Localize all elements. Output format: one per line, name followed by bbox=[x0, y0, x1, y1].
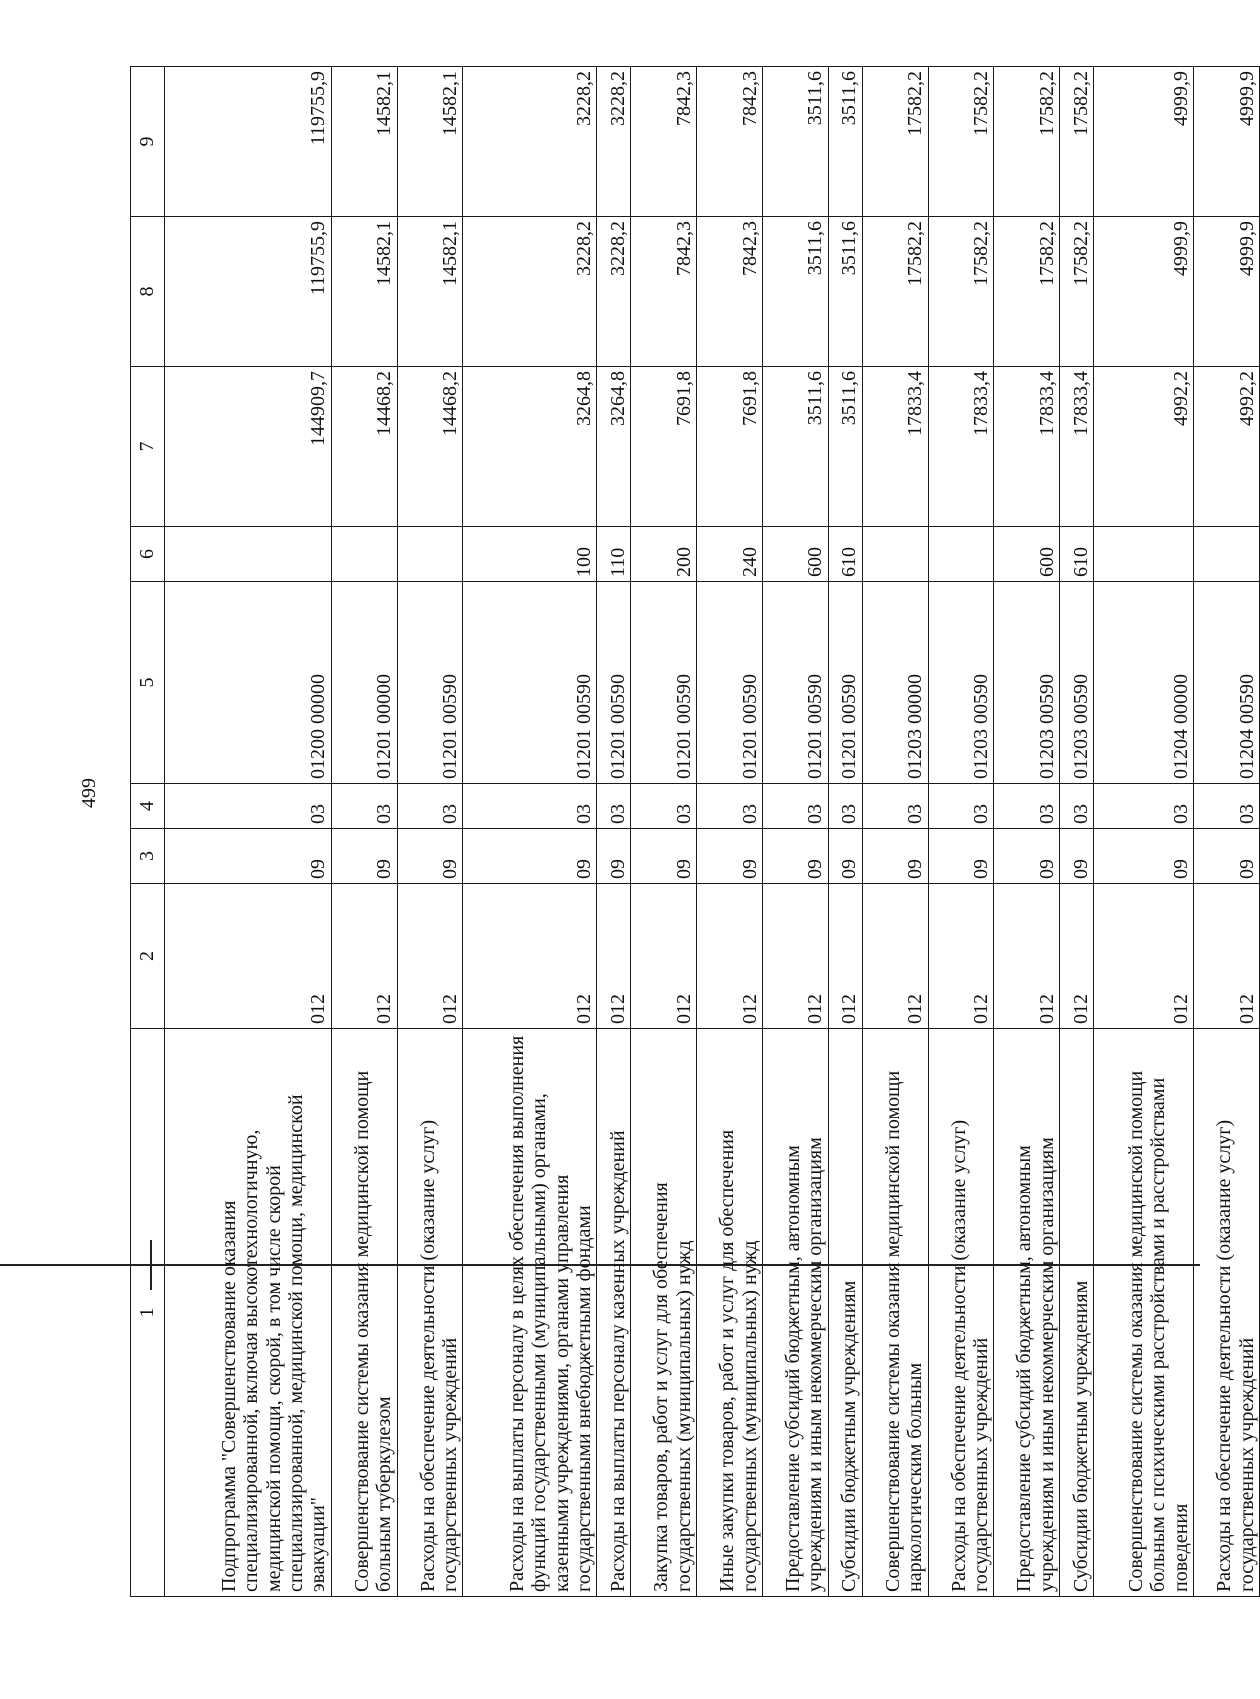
target-article-cell: 01200 00000 bbox=[165, 582, 332, 784]
table-row bbox=[331, 67, 397, 1597]
row-name-cell: Совершенствование системы оказания медицинской помощи наркологическим больным bbox=[862, 1029, 928, 1597]
subsection-code-cell: 03 bbox=[762, 784, 828, 829]
amount-col8-cell: 4999,9 bbox=[1194, 217, 1260, 367]
ministry-code-cell: 012 bbox=[165, 884, 332, 1029]
subsection-code-cell: 03 bbox=[597, 784, 631, 829]
row-name-cell: Иные закупки товаров, работ и услуг для обеспечения государственных (муниципальных) нужд bbox=[697, 1029, 763, 1597]
ministry-code-cell: 012 bbox=[697, 884, 763, 1029]
table-row bbox=[165, 67, 332, 1597]
expense-type-cell: 200 bbox=[631, 527, 697, 582]
amount-col9-cell: 14582,1 bbox=[397, 67, 463, 217]
row-name-cell: Совершенствование системы оказания медицинской помощи больным с психическими расстройствами и расстройствами поведения bbox=[1094, 1029, 1194, 1597]
amount-col9-cell: 4999,9 bbox=[1094, 67, 1194, 217]
expense-type-cell bbox=[165, 527, 332, 582]
ministry-code-cell: 012 bbox=[463, 884, 597, 1029]
table-row bbox=[397, 67, 463, 1597]
amount-col8-cell: 3511,6 bbox=[762, 217, 828, 367]
amount-col9-cell: 3511,6 bbox=[828, 67, 862, 217]
amount-col7-cell: 144909,7 bbox=[165, 367, 332, 527]
expense-type-cell: 240 bbox=[697, 527, 763, 582]
table-row bbox=[597, 67, 631, 1597]
column-header: 3 bbox=[131, 829, 165, 884]
target-article-cell: 01203 00000 bbox=[862, 582, 928, 784]
amount-col9-cell: 7842,3 bbox=[697, 67, 763, 217]
table-row bbox=[862, 67, 928, 1597]
section-code-cell: 09 bbox=[165, 829, 332, 884]
ministry-code-cell: 012 bbox=[828, 884, 862, 1029]
table-row bbox=[828, 67, 862, 1597]
ministry-code-cell: 012 bbox=[597, 884, 631, 1029]
row-name-cell: Расходы на обеспечение деятельности (оказание услуг) государственных учреждений bbox=[928, 1029, 994, 1597]
target-article-cell: 01204 00590 bbox=[1194, 582, 1260, 784]
row-name-cell: Расходы на обеспечение деятельности (оказание услуг) государственных учреждений bbox=[397, 1029, 463, 1597]
table-row bbox=[994, 67, 1060, 1597]
amount-col7-cell: 3264,8 bbox=[463, 367, 597, 527]
section-code-cell: 09 bbox=[463, 829, 597, 884]
expense-type-cell: 610 bbox=[1060, 527, 1094, 582]
row-name-cell: Расходы на выплаты персоналу в целях обеспечения выполнения функций государственными (муниципальными) органами, казенными учреждениями, органами управления государственными внебюджетными фондами bbox=[463, 1029, 597, 1597]
target-article-cell: 01203 00590 bbox=[928, 582, 994, 784]
target-article-cell: 01201 00590 bbox=[762, 582, 828, 784]
column-header: 6 bbox=[131, 527, 165, 582]
row-name-cell: Расходы на обеспечение деятельности (оказание услуг) государственных учреждений bbox=[1194, 1029, 1260, 1597]
target-article-cell: 01201 00590 bbox=[828, 582, 862, 784]
amount-col7-cell: 14468,2 bbox=[397, 367, 463, 527]
amount-col9-cell: 17582,2 bbox=[1060, 67, 1094, 217]
amount-col8-cell: 14582,1 bbox=[397, 217, 463, 367]
column-header: 7 bbox=[131, 367, 165, 527]
expense-type-cell bbox=[331, 527, 397, 582]
amount-col9-cell: 3228,2 bbox=[597, 67, 631, 217]
subsection-code-cell: 03 bbox=[331, 784, 397, 829]
ministry-code-cell: 012 bbox=[1194, 884, 1260, 1029]
amount-col8-cell: 7842,3 bbox=[631, 217, 697, 367]
amount-col8-cell: 17582,2 bbox=[1060, 217, 1094, 367]
expense-type-cell bbox=[862, 527, 928, 582]
amount-col7-cell: 17833,4 bbox=[1060, 367, 1094, 527]
target-article-cell: 01201 00000 bbox=[331, 582, 397, 784]
amount-col7-cell: 3264,8 bbox=[597, 367, 631, 527]
expense-type-cell: 600 bbox=[762, 527, 828, 582]
page-number: 499 bbox=[78, 778, 100, 808]
expense-type-cell bbox=[1094, 527, 1194, 582]
ministry-code-cell: 012 bbox=[631, 884, 697, 1029]
ministry-code-cell: 012 bbox=[1094, 884, 1194, 1029]
expense-type-cell: 600 bbox=[994, 527, 1060, 582]
amount-col7-cell: 17833,4 bbox=[862, 367, 928, 527]
column-header: 8 bbox=[131, 217, 165, 367]
target-article-cell: 01201 00590 bbox=[397, 582, 463, 784]
section-code-cell: 09 bbox=[1060, 829, 1094, 884]
amount-col8-cell: 14582,1 bbox=[331, 217, 397, 367]
amount-col7-cell: 7691,8 bbox=[631, 367, 697, 527]
amount-col9-cell: 17582,2 bbox=[928, 67, 994, 217]
budget-table bbox=[130, 66, 1260, 1597]
section-code-cell: 09 bbox=[862, 829, 928, 884]
subsection-code-cell: 03 bbox=[631, 784, 697, 829]
budget-table-container bbox=[130, 67, 1260, 1597]
row-name-cell: Субсидии бюджетным учреждениям bbox=[1060, 1029, 1094, 1597]
amount-col9-cell: 17582,2 bbox=[994, 67, 1060, 217]
amount-col8-cell: 119755,9 bbox=[165, 217, 332, 367]
table-row bbox=[1194, 67, 1260, 1597]
subsection-code-cell: 03 bbox=[862, 784, 928, 829]
ministry-code-cell: 012 bbox=[994, 884, 1060, 1029]
amount-col8-cell: 7842,3 bbox=[697, 217, 763, 367]
amount-col8-cell: 17582,2 bbox=[994, 217, 1060, 367]
target-article-cell: 01204 00000 bbox=[1094, 582, 1194, 784]
expense-type-cell: 100 bbox=[463, 527, 597, 582]
amount-col7-cell: 4992,2 bbox=[1194, 367, 1260, 527]
subsection-code-cell: 03 bbox=[928, 784, 994, 829]
section-code-cell: 09 bbox=[994, 829, 1060, 884]
target-article-cell: 01203 00590 bbox=[994, 582, 1060, 784]
column-header: 1 bbox=[131, 1029, 165, 1597]
section-code-cell: 09 bbox=[1194, 829, 1260, 884]
ministry-code-cell: 012 bbox=[762, 884, 828, 1029]
expense-type-cell: 110 bbox=[597, 527, 631, 582]
amount-col8-cell: 3228,2 bbox=[463, 217, 597, 367]
row-name-cell: Расходы на выплаты персоналу казенных учреждений bbox=[597, 1029, 631, 1597]
amount-col9-cell: 119755,9 bbox=[165, 67, 332, 217]
expense-type-cell bbox=[1194, 527, 1260, 582]
subsection-code-cell: 03 bbox=[1060, 784, 1094, 829]
amount-col9-cell: 4999,9 bbox=[1194, 67, 1260, 217]
amount-col9-cell: 3511,6 bbox=[762, 67, 828, 217]
amount-col7-cell: 3511,6 bbox=[828, 367, 862, 527]
section-code-cell: 09 bbox=[697, 829, 763, 884]
amount-col7-cell: 7691,8 bbox=[697, 367, 763, 527]
ministry-code-cell: 012 bbox=[397, 884, 463, 1029]
section-code-cell: 09 bbox=[331, 829, 397, 884]
subsection-code-cell: 03 bbox=[397, 784, 463, 829]
expense-type-cell: 610 bbox=[828, 527, 862, 582]
section-code-cell: 09 bbox=[762, 829, 828, 884]
table-row bbox=[697, 67, 763, 1597]
section-code-cell: 09 bbox=[928, 829, 994, 884]
amount-col9-cell: 7842,3 bbox=[631, 67, 697, 217]
amount-col8-cell: 3511,6 bbox=[828, 217, 862, 367]
table-header-row bbox=[131, 67, 165, 1597]
subsection-code-cell: 03 bbox=[463, 784, 597, 829]
amount-col7-cell: 3511,6 bbox=[762, 367, 828, 527]
subsection-code-cell: 03 bbox=[697, 784, 763, 829]
subsection-code-cell: 03 bbox=[994, 784, 1060, 829]
amount-col9-cell: 3228,2 bbox=[463, 67, 597, 217]
table-row bbox=[631, 67, 697, 1597]
amount-col9-cell: 17582,2 bbox=[862, 67, 928, 217]
table-row bbox=[762, 67, 828, 1597]
column-header: 2 bbox=[131, 884, 165, 1029]
amount-col9-cell: 14582,1 bbox=[331, 67, 397, 217]
target-article-cell: 01201 00590 bbox=[597, 582, 631, 784]
section-code-cell: 09 bbox=[397, 829, 463, 884]
table-row bbox=[928, 67, 994, 1597]
amount-col7-cell: 14468,2 bbox=[331, 367, 397, 527]
row-name-cell: Закупка товаров, работ и услуг для обеспечения государственных (муниципальных) нужд bbox=[631, 1029, 697, 1597]
expense-type-cell bbox=[928, 527, 994, 582]
target-article-cell: 01201 00590 bbox=[463, 582, 597, 784]
section-code-cell: 09 bbox=[1094, 829, 1194, 884]
ministry-code-cell: 012 bbox=[862, 884, 928, 1029]
amount-col7-cell: 17833,4 bbox=[994, 367, 1060, 527]
ministry-code-cell: 012 bbox=[928, 884, 994, 1029]
ministry-code-cell: 012 bbox=[331, 884, 397, 1029]
expense-type-cell bbox=[397, 527, 463, 582]
row-name-cell: Подпрограмма "Совершенствование оказания специализированной, включая высокотехнологичную, медицинской помощи, скорой, в том числе скорой специализированной, медицинской помощи, медицинской эвакуации" bbox=[165, 1029, 332, 1597]
subsection-code-cell: 03 bbox=[828, 784, 862, 829]
column-header: 5 bbox=[131, 582, 165, 784]
target-article-cell: 01201 00590 bbox=[697, 582, 763, 784]
row-name-cell: Предоставление субсидий бюджетным, автономным учреждениям и иным некоммерческим организациям bbox=[994, 1029, 1060, 1597]
amount-col8-cell: 4999,9 bbox=[1094, 217, 1194, 367]
amount-col7-cell: 17833,4 bbox=[928, 367, 994, 527]
amount-col7-cell: 4992,2 bbox=[1094, 367, 1194, 527]
table-row bbox=[1060, 67, 1094, 1597]
subsection-code-cell: 03 bbox=[1094, 784, 1194, 829]
row-name-cell: Предоставление субсидий бюджетным, автономным учреждениям и иным некоммерческим организациям bbox=[762, 1029, 828, 1597]
ministry-code-cell: 012 bbox=[1060, 884, 1094, 1029]
target-article-cell: 01201 00590 bbox=[631, 582, 697, 784]
table-row bbox=[1094, 67, 1194, 1597]
column-header: 4 bbox=[131, 784, 165, 829]
subsection-code-cell: 03 bbox=[1194, 784, 1260, 829]
target-article-cell: 01203 00590 bbox=[1060, 582, 1094, 784]
subsection-code-cell: 03 bbox=[165, 784, 332, 829]
amount-col8-cell: 17582,2 bbox=[928, 217, 994, 367]
section-code-cell: 09 bbox=[828, 829, 862, 884]
column-header: 9 bbox=[131, 67, 165, 217]
table-row bbox=[463, 67, 597, 1597]
section-code-cell: 09 bbox=[631, 829, 697, 884]
row-name-cell: Совершенствование системы оказания медицинской помощи больным туберкулезом bbox=[331, 1029, 397, 1597]
row-name-cell: Субсидии бюджетным учреждениям bbox=[828, 1029, 862, 1597]
section-code-cell: 09 bbox=[597, 829, 631, 884]
amount-col8-cell: 17582,2 bbox=[862, 217, 928, 367]
amount-col8-cell: 3228,2 bbox=[597, 217, 631, 367]
